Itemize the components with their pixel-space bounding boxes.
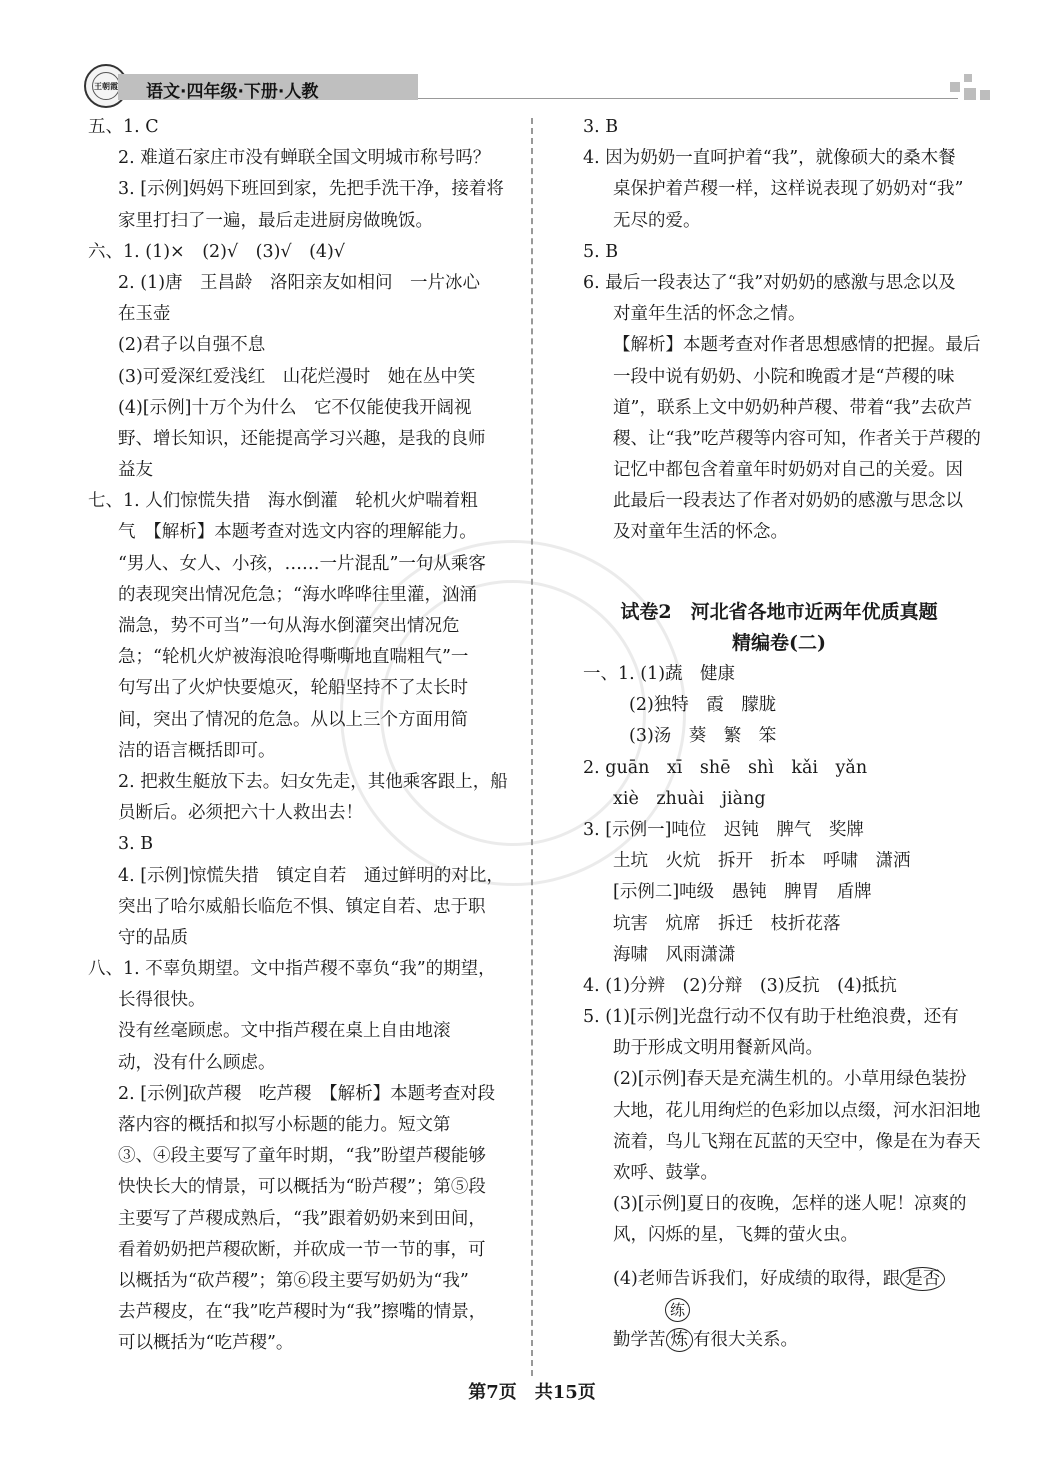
answer-line: 桌保护着芦稷一样，这样说表现了奶奶对“我” (613, 179, 964, 200)
answer-line: 野、增长知识，还能提高学习兴趣，是我的良师 (118, 428, 486, 449)
answer-line: 2. 把救生艇放下去。妇女先走，其他乘客跟上，船 (118, 771, 508, 792)
edit-prefix: (4)老师告诉我们，好成绩的取得，跟 (613, 1268, 901, 1289)
answer-line: 【解析】本题考查对作者思想感情的把握。最后 (613, 335, 981, 356)
edit-line2-prefix: 勤学苦 (613, 1329, 666, 1350)
answer-line: 记忆中都包含着童年时奶奶对自己的关爱。因 (613, 460, 963, 481)
decor-square (980, 90, 990, 100)
answer-line: 3. [示例一]吨位 迟钝 脾气 奖牌 (583, 819, 864, 840)
answer-line: 七、1. 人们惊慌失措 海水倒灌 轮机火炉喘着粗 (88, 491, 478, 512)
answer-line: 2. (1)唐 王昌龄 洛阳亲友如相问 一片冰心 (118, 272, 481, 293)
answer-line: 快快长大的情景，可以概括为“盼芦稷”；第⑤段 (118, 1177, 486, 1198)
answer-line: (3)[示例]夏日的夜晚，怎样的迷人呢！凉爽的 (613, 1194, 967, 1215)
header-band (118, 74, 418, 100)
answer-line: 无尽的爱。 (613, 210, 701, 231)
answer-line: 一、1. (1)蔬 健康 (583, 664, 736, 684)
answer-line: 及对童年生活的怀念。 (613, 522, 788, 543)
decor-square (950, 82, 960, 92)
answer-line: 气 【解析】本题考查对选文内容的理解能力。 (118, 522, 477, 543)
answer-line: (3)汤 葵 繁 笨 (629, 726, 777, 747)
answer-line: 5. B (583, 241, 619, 262)
answer-line: 落内容的概括和拟写小标题的能力。短文第 (118, 1115, 451, 1135)
answer-line: 间，突出了情况的危急。从以上三个方面用简 (118, 709, 468, 730)
answer-line: 坑害 炕席 拆迁 枝折花落 (613, 913, 841, 934)
answers-part1 (583, 112, 981, 549)
answer-line: 长得很快。 (118, 990, 206, 1011)
answer-line: 风，闪烁的星，飞舞的萤火虫。 (613, 1225, 858, 1246)
answer-line: 在玉壶 (118, 304, 171, 325)
answer-line: 助于形成文明用餐新风尚。 (613, 1038, 823, 1059)
answer-line: 湍急，势不可当”一句从海水倒灌突出情况危 (118, 616, 460, 636)
spacer (583, 549, 975, 597)
answer-line: 去芦稷皮，在“我”吃芦稷时为“我”擦嘴的情景， (118, 1302, 487, 1323)
answer-line: 流着，鸟儿飞翔在瓦蓝的天空中，像是在为春天 (613, 1131, 981, 1152)
answer-line: 欢呼、鼓掌。 (613, 1163, 718, 1183)
left-column (88, 112, 513, 1360)
header-rule (418, 98, 958, 99)
answer-line: 4. [示例]惊慌失措 镇定自若 通过鲜明的对比， (118, 865, 504, 886)
answer-line: 五、1. C (88, 117, 159, 137)
answer-line: 3. B (583, 117, 619, 137)
answer-line: xiè zhuài jiàng (613, 788, 766, 809)
page-footer: 第7页 共15页 (468, 1382, 596, 1403)
edit-line2-suffix: 有很大关系。 (693, 1329, 798, 1350)
answer-line: 急；“轮机火炉被海浪呛得嘶嘶地直喘粗气”一 (118, 647, 469, 668)
answer-line: 土坑 火炕 拆开 折本 呼啸 潇洒 (613, 851, 911, 872)
answer-line: [示例二]吨级 愚钝 脾胃 盾牌 (613, 882, 872, 903)
answer-line: 看着奶奶把芦稷砍断，并砍成一节一节的事，可 (118, 1239, 486, 1260)
logo-text: 王朝霞 (92, 72, 120, 100)
answer-line: (3)可爱深红爱浅红 山花烂漫时 她在丛中笑 (118, 366, 476, 387)
answer-line: 主要写了芦稷成熟后，“我”跟着奶奶来到田间， (118, 1208, 486, 1229)
answer-line: 2. 难道石家庄市没有蝉联全国文明城市称号吗？ (118, 148, 491, 169)
answer-line: 2. [示例]砍芦稷 吃芦稷 【解析】本题考查对段 (118, 1083, 496, 1104)
answer-line: 守的品质 (118, 927, 188, 948)
answer-line: 八、1. 不辜负期望。文中指芦稷不辜负“我”的期望， (88, 959, 496, 980)
answer-line: 突出了哈尔威船长临危不惧、镇定自若、忠于职 (118, 896, 486, 917)
answer-line: (2)[示例]春天是充满生机的。小草用绿色装扮 (613, 1069, 967, 1090)
answer-line: 动，没有什么顾虑。 (118, 1052, 276, 1073)
answer-line: 对童年生活的怀念之情。 (613, 304, 806, 325)
edit-line2-circled: 炼 (666, 1328, 694, 1352)
answer-line: 4. (1)分辨 (2)分辩 (3)反抗 (4)抵抗 (583, 975, 897, 996)
answer-line: 稷、让“我”吃芦稷等内容可知，作者关于芦稷的 (613, 428, 981, 449)
edit-line-2 (583, 1325, 975, 1356)
answer-line: 以概括为“砍芦稷”；第⑥段主要写奶奶为“我” (118, 1270, 469, 1291)
right-column (583, 112, 981, 1356)
edit-correction: 练 (665, 1298, 690, 1322)
edit-circled-word: 是否 (900, 1267, 945, 1291)
answer-line: (2)君子以自强不息 (118, 335, 266, 356)
book-title: 语文·四年级·下册·人教 (146, 82, 319, 102)
decor-square (964, 74, 972, 82)
answer-line: 一段中说有奶奶、小院和晚霞才是“芦稷的味 (613, 366, 955, 387)
answer-line: “男人、女人、小孩，……一片混乱”一句从乘客 (118, 553, 486, 574)
answer-line: 3. [示例]妈妈下班回到家，先把手洗干净，接着将 (118, 179, 504, 200)
answer-line: (4)[示例]十万个为什么 它不仅能使我开阔视 (118, 397, 472, 418)
decor-square (964, 88, 976, 100)
column-divider (531, 118, 533, 1376)
answer-line: ③、④段主要写了童年时期，“我”盼望芦稷能够 (118, 1146, 486, 1167)
answers-part2 (583, 659, 981, 1252)
section-title-line2: 精编卷(二) (732, 631, 826, 654)
answer-line: 2. guān xī shē shì kǎi yǎn (583, 757, 868, 778)
answer-line: 句写出了火炉快要熄灭，轮船坚持不了太长时 (118, 678, 468, 699)
edit-correction-row (583, 1295, 975, 1325)
answer-line: 道”，联系上文中奶奶种芦稷、带着“我”去砍芦 (613, 397, 973, 418)
answer-line: 5. (1)[示例]光盘行动不仅有助于杜绝浪费，还有 (583, 1007, 959, 1028)
section-title-line1: 试卷2 河北省各地市近两年优质真题 (620, 600, 938, 623)
page-header (78, 60, 998, 110)
answer-line: 6. 最后一段表达了“我”对奶奶的感激与思念以及 (583, 272, 956, 293)
answer-line: 海啸 风雨潇潇 (613, 944, 736, 965)
answer-line: 大地，花儿用绚烂的色彩加以点缀，河水汩汩地 (613, 1100, 981, 1121)
answer-line: (2)独特 霞 朦胧 (629, 695, 777, 716)
answer-line: 家里打扫了一遍，最后走进厨房做晚饭。 (118, 210, 433, 231)
answer-line: 洁的语言概括即可。 (118, 740, 276, 761)
answer-line: 的表现突出情况危急；“海水哗哗往里灌，汹涌 (118, 584, 477, 605)
answer-line: 没有丝毫顾虑。文中指芦稷在桌上自由地滚 (118, 1021, 451, 1042)
answer-line: 员断后。必须把六十人救出去！ (118, 803, 363, 824)
answer-line: 4. 因为奶奶一直呵护着“我”，就像硕大的桑木餐 (583, 148, 956, 169)
answer-line: 可以概括为“吃芦稷”。 (118, 1333, 294, 1354)
answer-line: 六、1. (1)× (2)√ (3)√ (4)√ (88, 241, 346, 262)
answer-line: 益友 (118, 460, 153, 481)
spacer (583, 1252, 975, 1264)
answer-line: 此最后一段表达了作者对奶奶的感激与思念以 (613, 491, 963, 512)
answer-line: 3. B (118, 834, 154, 855)
edit-line-1 (583, 1264, 975, 1295)
